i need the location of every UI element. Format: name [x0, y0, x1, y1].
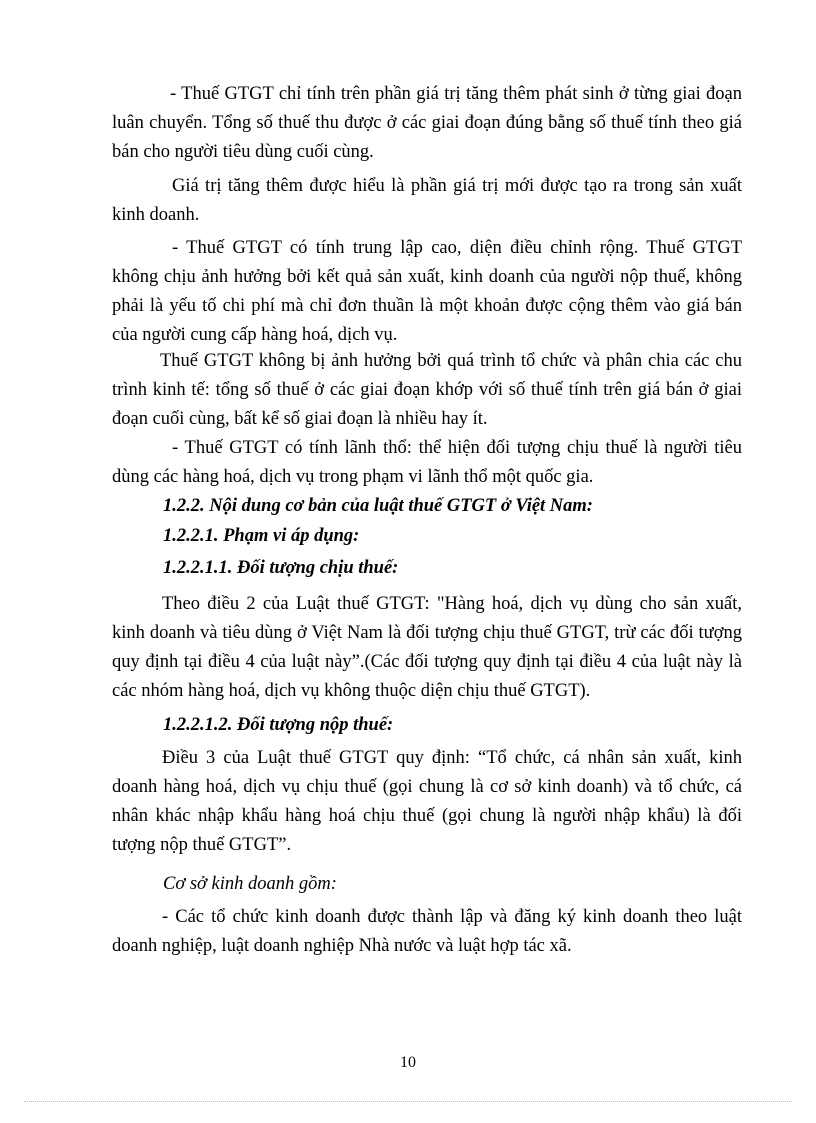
heading-1-2-2-1: 1.2.2.1. Phạm vi áp dụng: [163, 526, 360, 546]
paragraph-vat-business-cycle: Thuế GTGT không bị ảnh hưởng bởi quá trình tổ chức và phân chia các chu trình kinh tế: tổng số thuế ở các giai đoạn khớp với số thuế tính trên giá bán ở giai đoạn cuối cùng, bất kể số giai đoạn là nhiều hay ít. [112, 351, 742, 429]
page-bottom-divider [24, 1101, 792, 1102]
paragraph-business-organizations: - Các tổ chức kinh doanh được thành lập và đăng ký kinh doanh theo luật doanh nghiệp, luật doanh nghiệp Nhà nước và luật hợp tác xã. [112, 907, 742, 956]
heading-1-2-2-1-1: 1.2.2.1.1. Đối tượng chịu thuế: [163, 558, 399, 578]
paragraph-vat-neutrality: - Thuế GTGT có tính trung lập cao, diện điều chỉnh rộng. Thuế GTGT không chịu ảnh hưởng bởi kết quả sản xuất, kinh doanh của người nộp thuế, không phải là yếu tố chi phí mà chỉ đơn thuần là một khoản được cộng thêm vào giá bán của người cung cấp hàng hoá, dịch vụ. [112, 238, 742, 345]
paragraph-taxpayers: Điều 3 của Luật thuế GTGT quy định: “Tổ chức, cá nhân sản xuất, kinh doanh hàng hoá, dịch vụ chịu thuế (gọi chung là cơ sở kinh doanh) và tổ chức, cá nhân khác nhập khẩu hàng hoá chịu thuế (gọi chung là người nhập khẩu) là đối tượng nộp thuế GTGT”. [112, 748, 742, 855]
paragraph-vat-territorial: - Thuế GTGT có tính lãnh thổ: thể hiện đối tượng chịu thuế là người tiêu dùng các hàng hoá, dịch vụ trong phạm vi lãnh thổ một quốc gia. [112, 438, 742, 487]
paragraph-business-establishments-intro: Cơ sở kinh doanh gồm: [163, 874, 337, 894]
paragraph-vat-added-value: - Thuế GTGT chỉ tính trên phần giá trị tăng thêm phát sinh ở từng giai đoạn luân chuyển. Tổng số thuế thu được ở các giai đoạn đúng bằng số thuế tính theo giá bán cho người tiêu dùng cuối cùng. [112, 84, 742, 162]
paragraph-taxable-objects: Theo điều 2 của Luật thuế GTGT: "Hàng hoá, dịch vụ dùng cho sản xuất, kinh doanh và tiêu dùng ở Việt Nam là đối tượng chịu thuế GTGT, trừ các đối tượng quy định tại điều 4 của luật này”.(Các đối tượng quy định tại điều 4 của luật này là các nhóm hàng hoá, dịch vụ không thuộc diện chịu thuế GTGT). [112, 594, 742, 701]
paragraph-added-value-definition: Giá trị tăng thêm được hiểu là phần giá trị mới được tạo ra trong sản xuất kinh doanh. [112, 176, 742, 225]
heading-1-2-2-1-2: 1.2.2.1.2. Đối tượng nộp thuế: [163, 715, 394, 735]
heading-1-2-2: 1.2.2. Nội dung cơ bản của luật thuế GTGT ở Việt Nam: [163, 496, 593, 516]
page-number: 10 [400, 1054, 416, 1071]
